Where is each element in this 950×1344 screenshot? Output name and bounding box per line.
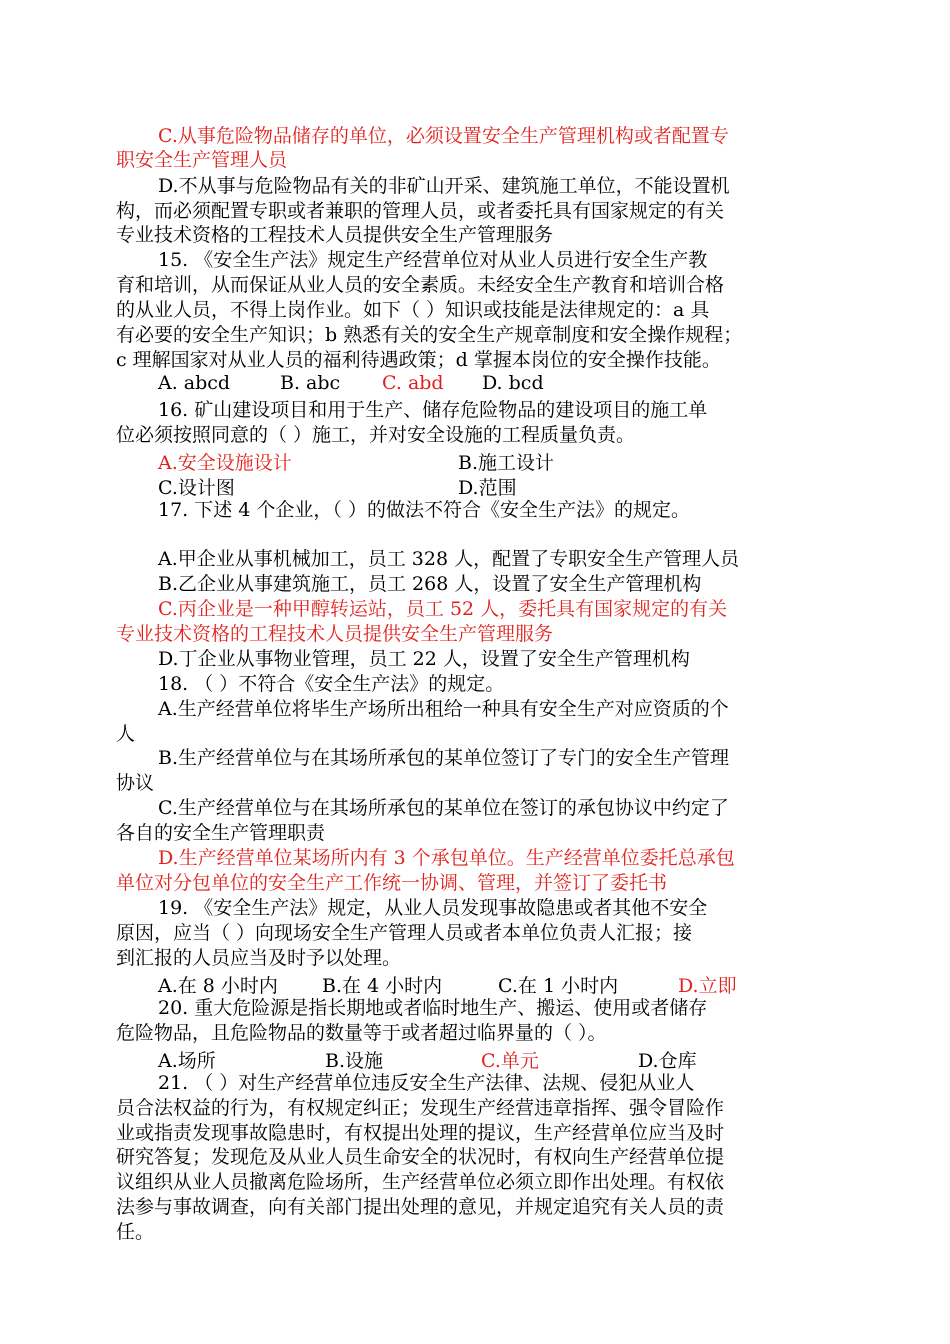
- q19-stem-line2: 原因，应当（ ）向现场安全生产管理人员或者本单位负责人汇报；接: [116, 922, 693, 944]
- q15-option-b: B. abc: [280, 372, 341, 394]
- q21-stem-line6: 法参与事故调查，向有关部门提出处理的意见，并规定追究有关人员的责: [116, 1196, 725, 1218]
- q20-option-a: A.场所: [158, 1050, 216, 1072]
- q16-option-d: D.范围: [458, 477, 517, 499]
- q20-stem-line1: 20. 重大危险源是指长期地或者临时地生产、搬运、使用或者储存: [158, 997, 708, 1019]
- q14-option-c-line1: C.从事危险物品储存的单位，必须设置安全生产管理机构或者配置专: [158, 125, 729, 147]
- q19-option-c: C.在 1 小时内: [498, 975, 619, 997]
- q17-option-b: B.乙企业从事建筑施工，员工 268 人，设置了安全生产管理机构: [158, 573, 702, 595]
- q15-option-a: A. abcd: [158, 372, 231, 394]
- q15-stem-line1: 15. 《安全生产法》规定生产经营单位对从业人员进行安全生产教: [158, 249, 708, 271]
- q15-stem-line4: 有必要的安全生产知识；b 熟悉有关的安全生产规章制度和安全操作规程；: [116, 324, 743, 346]
- q21-stem-line3: 业或指责发现事故隐患时，有权提出处理的提议，生产经营单位应当及时: [116, 1122, 725, 1144]
- q17-option-d: D.丁企业从事物业管理，员工 22 人，设置了安全生产管理机构: [158, 648, 690, 670]
- q21-stem-line1: 21. （ ）对生产经营单位违反安全生产法律、法规、侵犯从业人: [158, 1072, 695, 1094]
- q14-option-c-line2: 职安全生产管理人员: [116, 149, 288, 171]
- q15-option-c: C. abd: [382, 372, 444, 394]
- q19-stem-line3: 到汇报的人员应当及时予以处理。: [116, 947, 402, 969]
- q15-stem-line5: c 理解国家对从业人员的福利待遇政策；d 掌握本岗位的安全操作技能。: [116, 349, 721, 371]
- q18-option-d-line2: 单位对分包单位的安全生产工作统一协调、管理，并签订了委托书: [116, 872, 668, 894]
- q21-stem-line7: 任。: [116, 1221, 155, 1243]
- q18-stem-line1: 18. （ ）不符合《安全生产法》的规定。: [158, 673, 505, 695]
- q14-option-d-line2: 构，而必须配置专职或者兼职的管理人员，或者委托具有国家规定的有关: [116, 200, 725, 222]
- q17-stem-line1: 17. 下述 4 个企业，（ ）的做法不符合《安全生产法》的规定。: [158, 499, 690, 521]
- q14-option-d-line1: D.不从事与危险物品有关的非矿山开采、建筑施工单位，不能设置机: [158, 175, 730, 197]
- q17-option-c-line1: C.丙企业是一种甲醇转运站，员工 52 人，委托具有国家规定的有关: [158, 598, 728, 620]
- q18-option-b-line2: 协议: [116, 772, 155, 794]
- q15-stem-line3: 的从业人员，不得上岗作业。如下（ ）知识或技能是法律规定的：a 具: [116, 299, 710, 321]
- q15-stem-line2: 育和培训，从而保证从业人员的安全素质。未经安全生产教育和培训合格: [116, 274, 725, 296]
- q15-option-d: D. bcd: [482, 372, 544, 394]
- q18-option-d-line1: D.生产经营单位某场所内有 3 个承包单位。生产经营单位委托总承包: [158, 847, 735, 869]
- q21-stem-line2: 员合法权益的行为，有权规定纠正；发现生产经营违章指挥、强令冒险作: [116, 1097, 725, 1119]
- q21-stem-line5: 议组织从业人员撤离危险场所，生产经营单位必须立即作出处理。有权依: [116, 1171, 725, 1193]
- q20-option-c: C.单元: [481, 1050, 539, 1072]
- q18-option-c-line2: 各自的安全生产管理职责: [116, 822, 326, 844]
- q19-stem-line1: 19. 《安全生产法》规定，从业人员发现事故隐患或者其他不安全: [158, 897, 708, 919]
- q20-option-b: B.设施: [325, 1050, 384, 1072]
- q20-option-d: D.仓库: [638, 1050, 697, 1072]
- q18-option-a-line1: A.生产经营单位将毕生产场所出租给一种具有安全生产对应资质的个: [158, 698, 729, 720]
- q20-stem-line2: 危险物品，且危险物品的数量等于或者超过临界量的（ ）。: [116, 1022, 607, 1044]
- q18-option-a-line2: 人: [116, 723, 136, 745]
- q16-stem-line1: 16. 矿山建设项目和用于生产、储存危险物品的建设项目的施工单: [158, 399, 708, 421]
- q19-option-d: D.立即: [678, 975, 737, 997]
- q19-option-b: B.在 4 小时内: [322, 975, 443, 997]
- q18-option-b-line1: B.生产经营单位与在其场所承包的某单位签订了专门的安全生产管理: [158, 747, 730, 769]
- q17-option-a: A.甲企业从事机械加工，员工 328 人，配置了专职安全生产管理人员: [158, 548, 740, 570]
- q21-stem-line4: 研究答复；发现危及从业人员生命安全的状况时，有权向生产经营单位提: [116, 1146, 725, 1168]
- q16-stem-line2: 位必须按照同意的（ ）施工，并对安全设施的工程质量负责。: [116, 424, 636, 446]
- q19-option-a: A.在 8 小时内: [158, 975, 278, 997]
- q16-option-c: C.设计图: [158, 477, 235, 499]
- q18-option-c-line1: C.生产经营单位与在其场所承包的某单位在签订的承包协议中约定了: [158, 797, 729, 819]
- q16-option-b: B.施工设计: [458, 452, 555, 474]
- q16-option-a: A.安全设施设计: [158, 452, 292, 474]
- q14-option-d-line3: 专业技术资格的工程技术人员提供安全生产管理服务: [116, 224, 554, 246]
- q17-option-c-line2: 专业技术资格的工程技术人员提供安全生产管理服务: [116, 623, 554, 645]
